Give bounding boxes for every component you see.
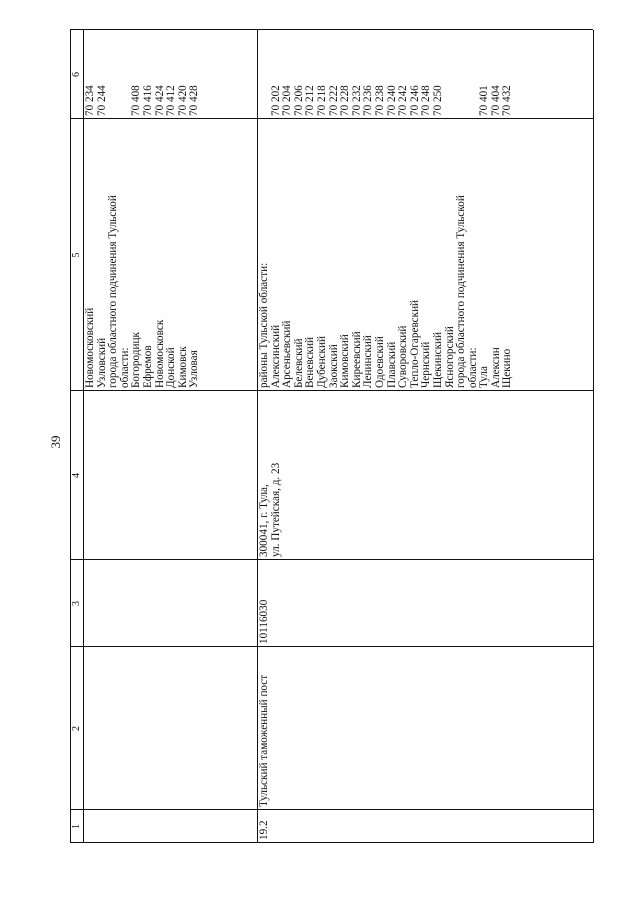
cell-line: 300041, г. Тула, xyxy=(258,484,270,557)
cell-line: Арсеньевский xyxy=(281,320,294,388)
cell-line: Алексин xyxy=(489,347,502,388)
cell-line: города областного подчинения Тульской xyxy=(107,195,120,388)
header-cell-5: 5 xyxy=(71,252,82,258)
cell-line: 70 234 xyxy=(84,85,96,116)
column-border xyxy=(70,809,593,810)
cell-line: 10116030 xyxy=(258,599,270,644)
cell-line: Ленинский xyxy=(362,335,375,388)
cell-line: 70 204 xyxy=(281,85,294,116)
cell-line: 70 240 xyxy=(385,85,398,116)
cell-line: Узловский xyxy=(95,337,108,388)
cell-line: 70 416 xyxy=(141,85,154,116)
cell-line: Чернский xyxy=(420,341,433,388)
cell-line: 70 420 xyxy=(176,85,189,116)
header-cell-4: 4 xyxy=(71,473,82,478)
cell-line: 70 250 xyxy=(431,85,444,116)
cell-line: 70 222 xyxy=(327,85,340,116)
row-19-2-col5 xyxy=(259,195,514,388)
cell-line: 70 228 xyxy=(339,85,352,116)
cell-line: Донской xyxy=(165,347,178,388)
cell-line xyxy=(445,85,457,116)
cell-line: 70 212 xyxy=(304,85,317,116)
cell-line: 70 244 xyxy=(95,85,108,116)
row-19-2-address xyxy=(259,463,282,557)
cell-line: 70 238 xyxy=(373,85,386,116)
cell-line: области: xyxy=(118,347,131,388)
cell-line xyxy=(108,85,120,116)
cell-line: города областного подчинения Тульской xyxy=(455,195,468,388)
column-border xyxy=(70,390,593,391)
table-border-right xyxy=(70,29,593,30)
cell-line: 70 428 xyxy=(188,85,201,116)
cell-line: Кимовск xyxy=(176,346,189,388)
header-separator xyxy=(83,30,84,843)
cell-line: Ясногорский xyxy=(443,326,456,388)
table-border-left xyxy=(70,842,593,843)
cell-line: 70 408 xyxy=(130,85,143,116)
cell-line: 70 412 xyxy=(165,85,178,116)
cell-line: 70 401 xyxy=(478,85,491,116)
header-cell-3: 3 xyxy=(71,601,82,606)
cell-line: Щекино xyxy=(501,348,514,388)
column-border xyxy=(70,118,593,119)
cell-line: Новомосковск xyxy=(153,319,166,388)
cell-line: Тепло-Огаревский xyxy=(408,299,421,388)
cell-line: Дубенский xyxy=(315,336,328,388)
cell-line xyxy=(456,85,468,116)
cell-line: районы Тульской области: xyxy=(258,262,270,388)
cell-line: Киреевский xyxy=(350,331,363,388)
cell-line: 70 246 xyxy=(408,85,421,116)
cell-line: Белевский xyxy=(292,338,305,388)
column-border xyxy=(70,646,593,647)
table-border-bottom xyxy=(593,30,594,843)
cell-line xyxy=(259,85,271,116)
cell-line: 70 242 xyxy=(397,85,410,116)
cell-line: 70 248 xyxy=(420,85,433,116)
customs-table xyxy=(70,30,593,843)
cell-line: Заокский xyxy=(327,344,340,388)
cell-line: 70 232 xyxy=(350,85,363,116)
top-block-col6 xyxy=(85,85,201,116)
cell-line: Веневский xyxy=(304,337,317,388)
cell-line: 70 404 xyxy=(489,85,502,116)
cell-line: Богородицк xyxy=(130,332,143,388)
cell-line: 70 424 xyxy=(153,85,166,116)
cell-line: 70 236 xyxy=(362,85,375,116)
row-19-2-number xyxy=(259,820,271,840)
header-cell-2: 2 xyxy=(71,726,82,731)
cell-line: Щекинский xyxy=(431,331,444,388)
cell-line: 19.2 xyxy=(258,820,270,840)
cell-line: Тула xyxy=(478,366,491,388)
cell-line: области: xyxy=(466,347,479,388)
top-block-col5 xyxy=(85,195,201,388)
cell-line: ул. Путейская, д. 23 xyxy=(269,462,282,557)
cell-line: 70 202 xyxy=(269,85,282,116)
row-19-2-code xyxy=(259,600,271,644)
cell-line: Новомосковский xyxy=(84,307,96,388)
cell-line: 70 218 xyxy=(315,85,328,116)
cell-line: Кимовский xyxy=(339,334,352,388)
header-cell-1: 1 xyxy=(71,824,82,829)
cell-line: Алексинский xyxy=(269,324,282,388)
row-19-2-name xyxy=(259,675,271,807)
cell-line: Суворовский xyxy=(397,325,410,388)
column-border xyxy=(70,559,593,560)
row-19-2-col6 xyxy=(259,85,514,116)
cell-line: Ефремов xyxy=(141,345,154,388)
cell-line: 70 206 xyxy=(292,85,305,116)
cell-line: 70 432 xyxy=(501,85,514,116)
cell-line: Узловая xyxy=(188,350,201,388)
header-cell-6: 6 xyxy=(71,72,82,77)
cell-line: Плавский xyxy=(385,341,398,388)
rotated-table-wrapper xyxy=(70,30,593,843)
page-number: 39 xyxy=(48,435,63,449)
cell-line: Одоевский xyxy=(373,336,386,388)
cell-line: Тульский таможенный пост xyxy=(258,674,270,807)
